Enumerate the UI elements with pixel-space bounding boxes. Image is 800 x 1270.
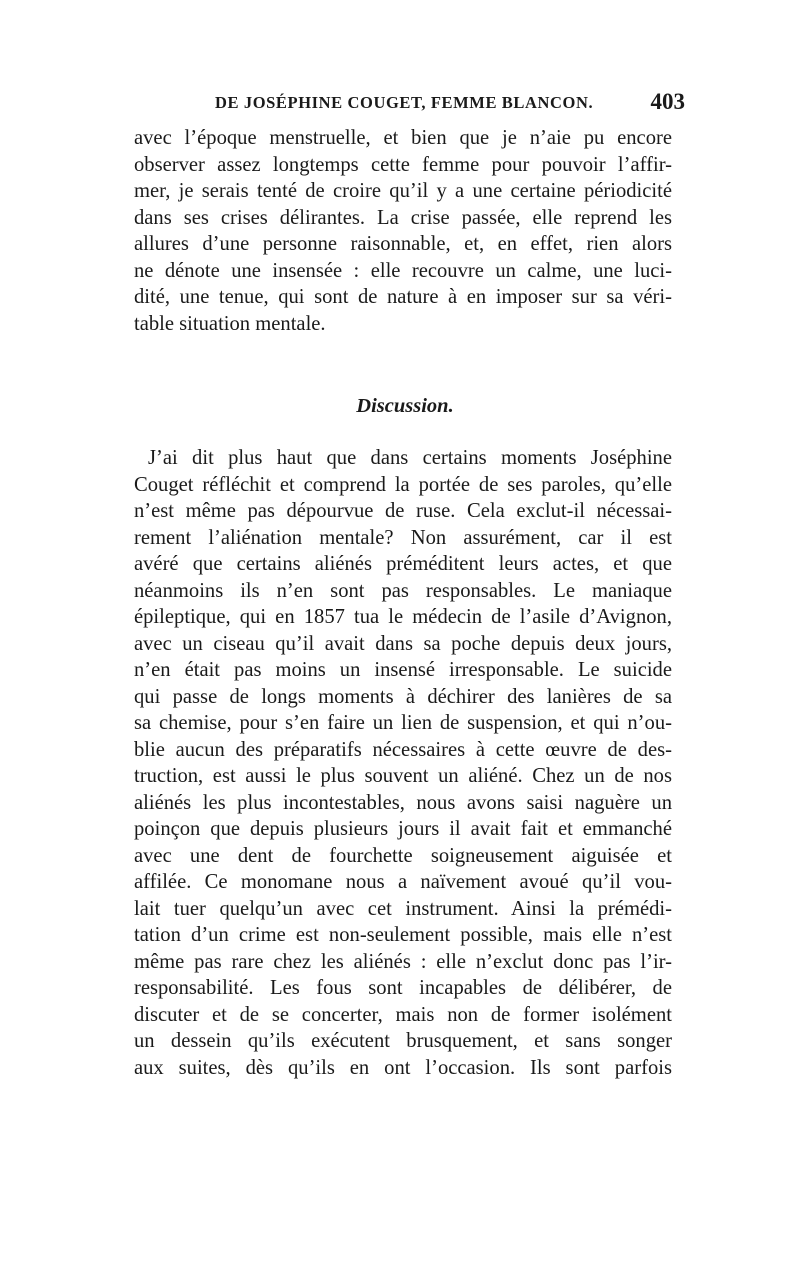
text-line: truction, est aussi le plus souvent un aliéné. Chez un de nos [134, 765, 672, 787]
running-header [215, 89, 685, 121]
text-line: épileptique, qui en 1857 tua le médecin de l’asile d’Avignon, [134, 606, 672, 628]
text-line: sa chemise, pour s’en faire un lien de suspension, et qui n’ou- [134, 712, 672, 734]
text-line: n’est même pas dépourvue de ruse. Cela exclut-il nécessai- [134, 500, 672, 522]
text-line: observer assez longtemps cette femme pour pouvoir l’affir- [134, 153, 672, 176]
running-title: DE JOSÉPHINE COUGET, FEMME BLANCON. [215, 93, 594, 112]
text-line: Couget réfléchit et comprend la portée de ses paroles, qu’elle [134, 473, 672, 496]
text-line: responsabilité. Les fous sont incapables de délibérer, de [134, 977, 672, 999]
text-line: discuter et de se concerter, mais non de former isolément [134, 1003, 672, 1026]
text-line: qui passe de longs moments à déchirer des lanières de sa [134, 685, 672, 708]
page-number: 403 [650, 89, 685, 114]
text-line: affilée. Ce monomane nous a naïvement avoué qu’il vou- [134, 871, 672, 893]
text-line: tation d’un crime est non-seulement possible, mais elle n’est [134, 924, 672, 946]
text-line: table situation mentale. [134, 312, 326, 335]
text-line: blie aucun des préparatifs nécessaires à cette œuvre de des- [134, 738, 672, 761]
text-line: mer, je serais tenté de croire qu’il y a une certaine périodicité [134, 180, 672, 202]
text-line: avec l’époque menstruelle, et bien que je n’aie pu encore [134, 127, 672, 149]
text-line: dité, une tenue, qui sont de nature à en imposer sur sa véri- [134, 286, 672, 308]
text-line: n’en était pas moins un insensé irresponsable. Le suicide [134, 659, 672, 681]
text-line: lait tuer quelqu’un avec cet instrument. Ainsi la prémédi- [134, 897, 672, 920]
text-line: ne dénote une insensée : elle recouvre un calme, une luci- [134, 259, 672, 282]
text-line: aliénés les plus incontestables, nous avons saisi naguère un [134, 791, 672, 814]
text-line: avec un ciseau qu’il avait dans sa poche depuis deux jours, [134, 632, 672, 655]
text-line: J’ai dit plus haut que dans certains moments Joséphine [148, 447, 672, 469]
text-line: poinçon que depuis plusieurs jours il avait fait et emmanché [134, 818, 672, 840]
text-line: dans ses crises délirantes. La crise passée, elle reprend les [134, 206, 672, 229]
section-heading: Discussion. [356, 395, 454, 417]
text-line: avec une dent de fourchette soigneusement aiguisée et [134, 844, 672, 867]
text-line: néanmoins ils n’en sont pas responsables. Le maniaque [134, 579, 672, 602]
text-line: aux suites, dès qu’ils en ont l’occasion. Ils sont parfois [134, 1056, 672, 1079]
text-line: allures d’une personne raisonnable, et, en effet, rien alors [134, 233, 672, 255]
text-line: avéré que certains aliénés préméditent leurs actes, et que [134, 553, 672, 575]
paragraph-1 [134, 125, 672, 337]
text-line: rement l’aliénation mentale? Non assurément, car il est [134, 526, 672, 549]
text-line: même pas rare chez les aliénés : elle n’exclut donc pas l’ir- [134, 950, 672, 973]
text-line: un dessein qu’ils exécutent brusquement, et sans songer [134, 1030, 672, 1052]
paragraph-2 [134, 445, 672, 1081]
